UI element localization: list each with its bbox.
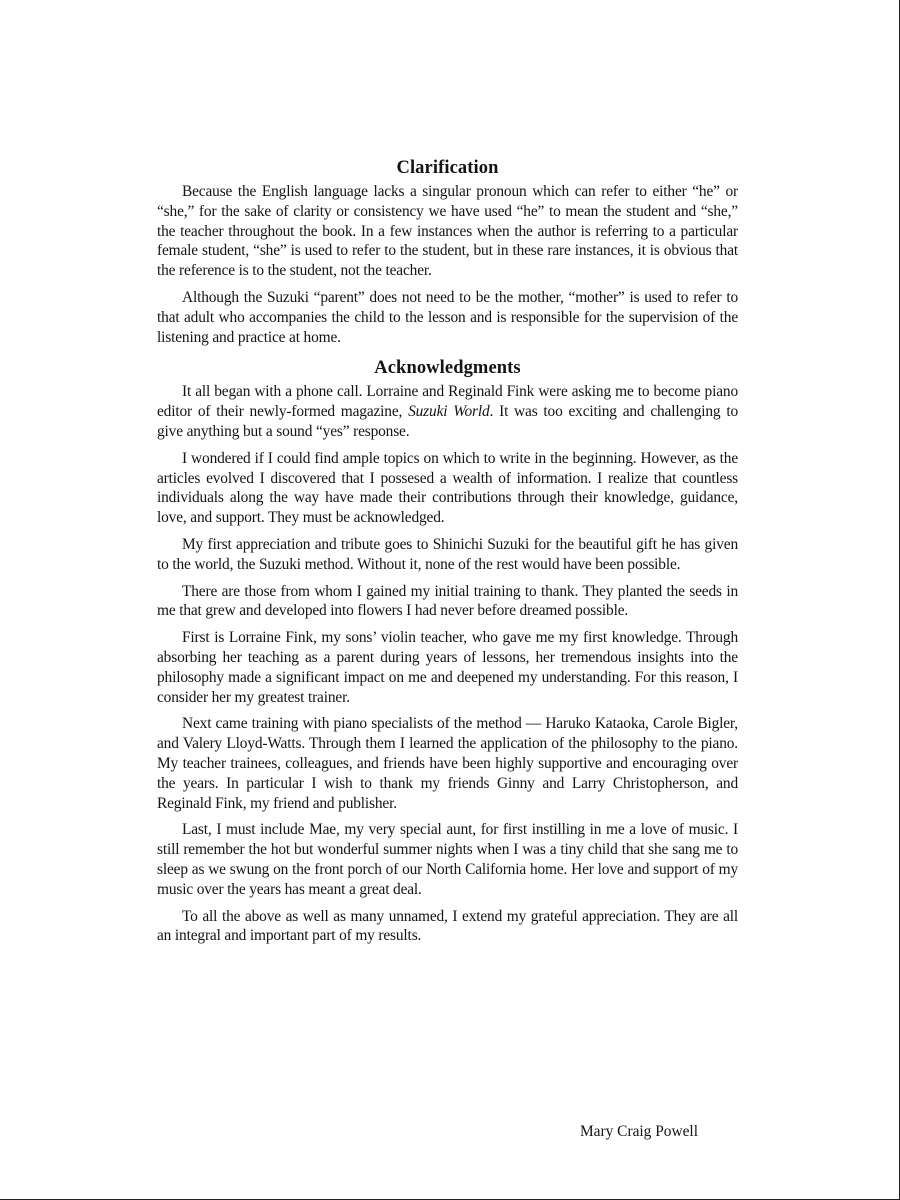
acknowledgments-paragraph-7: Last, I must include Mae, my very special aunt, for first instilling in me a love of music. I still remember the hot but wonderful summer nights when I was a tiny child that she sang me to sleep as we swung on the front porch of our North California home. Her love and support of my music over the years has meant a great deal.: [157, 821, 738, 898]
acknowledgments-paragraph-4: There are those from whom I gained my initial training to thank. They planted the seeds in me that grew and developed into flowers I had never before dreamed possible.: [157, 582, 738, 620]
acknowledgments-paragraph-3: My first appreciation and tribute goes to Shinichi Suzuki for the beautiful gift he has given to the world, the Suzuki method. Without it, none of the rest would have been possible.: [157, 535, 738, 573]
acknowledgments-paragraph-1-text-b: . It was too exciting and challenging to give anything but a sound “yes” response.: [157, 403, 738, 440]
acknowledgments-paragraph-5: First is Lorraine Fink, my sons’ violin teacher, who gave me my first knowledge. Through absorbing her teaching as a parent during years of lessons, her tremendous insights into the philosophy made a significant impact on me and deepened my understanding. For this reason, I consider her my greatest trainer.: [157, 629, 738, 706]
acknowledgments-heading: Acknowledgments: [374, 358, 521, 379]
clarification-paragraph-1: Because the English language lacks a singular pronoun which can refer to either “he” or “she,” for the sake of clarity or consistency we have used “he” to mean the student and “she,” the teacher throughout the book. In a few instances when the author is referring to a particular female student, “she” is used to refer to the student, but in these rare instances, it is obvious that the reference is to the student, not the teacher.: [157, 183, 738, 280]
acknowledgments-paragraph-1-text-a: It all began with a phone call. Lorraine and Reginald Fink were asking me to become piano editor of their newly-formed magazine,: [157, 383, 738, 421]
acknowledgments-paragraph-2: I wondered if I could find ample topics on which to write in the beginning. However, as the articles evolved I discovered that I possesed a wealth of information. I realize that countless individuals along the way have made their contributions through their knowledge, guidance, love, and support. They must be acknowledged.: [157, 449, 738, 527]
acknowledgments-paragraph-8: To all the above as well as many unnamed, I extend my grateful appreciation. They are all an integral and important part of my results.: [157, 907, 738, 945]
clarification-heading: Clarification: [396, 158, 499, 178]
acknowledgments-paragraph-6: Next came training with piano specialists of the method — Haruko Kataoka, Carole Bigler, and Valery Lloyd-Watts. Through them I learned the application of the philosophy to the piano. My teacher trainees, colleagues, and friends have been highly supportive and encouraging over the years. In particular I wish to thank my friends Ginny and Larry Christopherson, and Reginald Fink, my friend and publisher.: [157, 715, 738, 812]
page-content: [157, 156, 738, 953]
clarification-paragraph-2: Although the Suzuki “parent” does not need to be the mother, “mother” is used to refer to that adult who accompanies the child to the lesson and is responsible for the supervision of the listening and practice at home.: [157, 288, 738, 346]
acknowledgments-paragraph-1: [157, 382, 738, 441]
magazine-title: Suzuki World: [408, 403, 490, 421]
author-signature: Mary Craig Powell: [580, 1123, 698, 1140]
